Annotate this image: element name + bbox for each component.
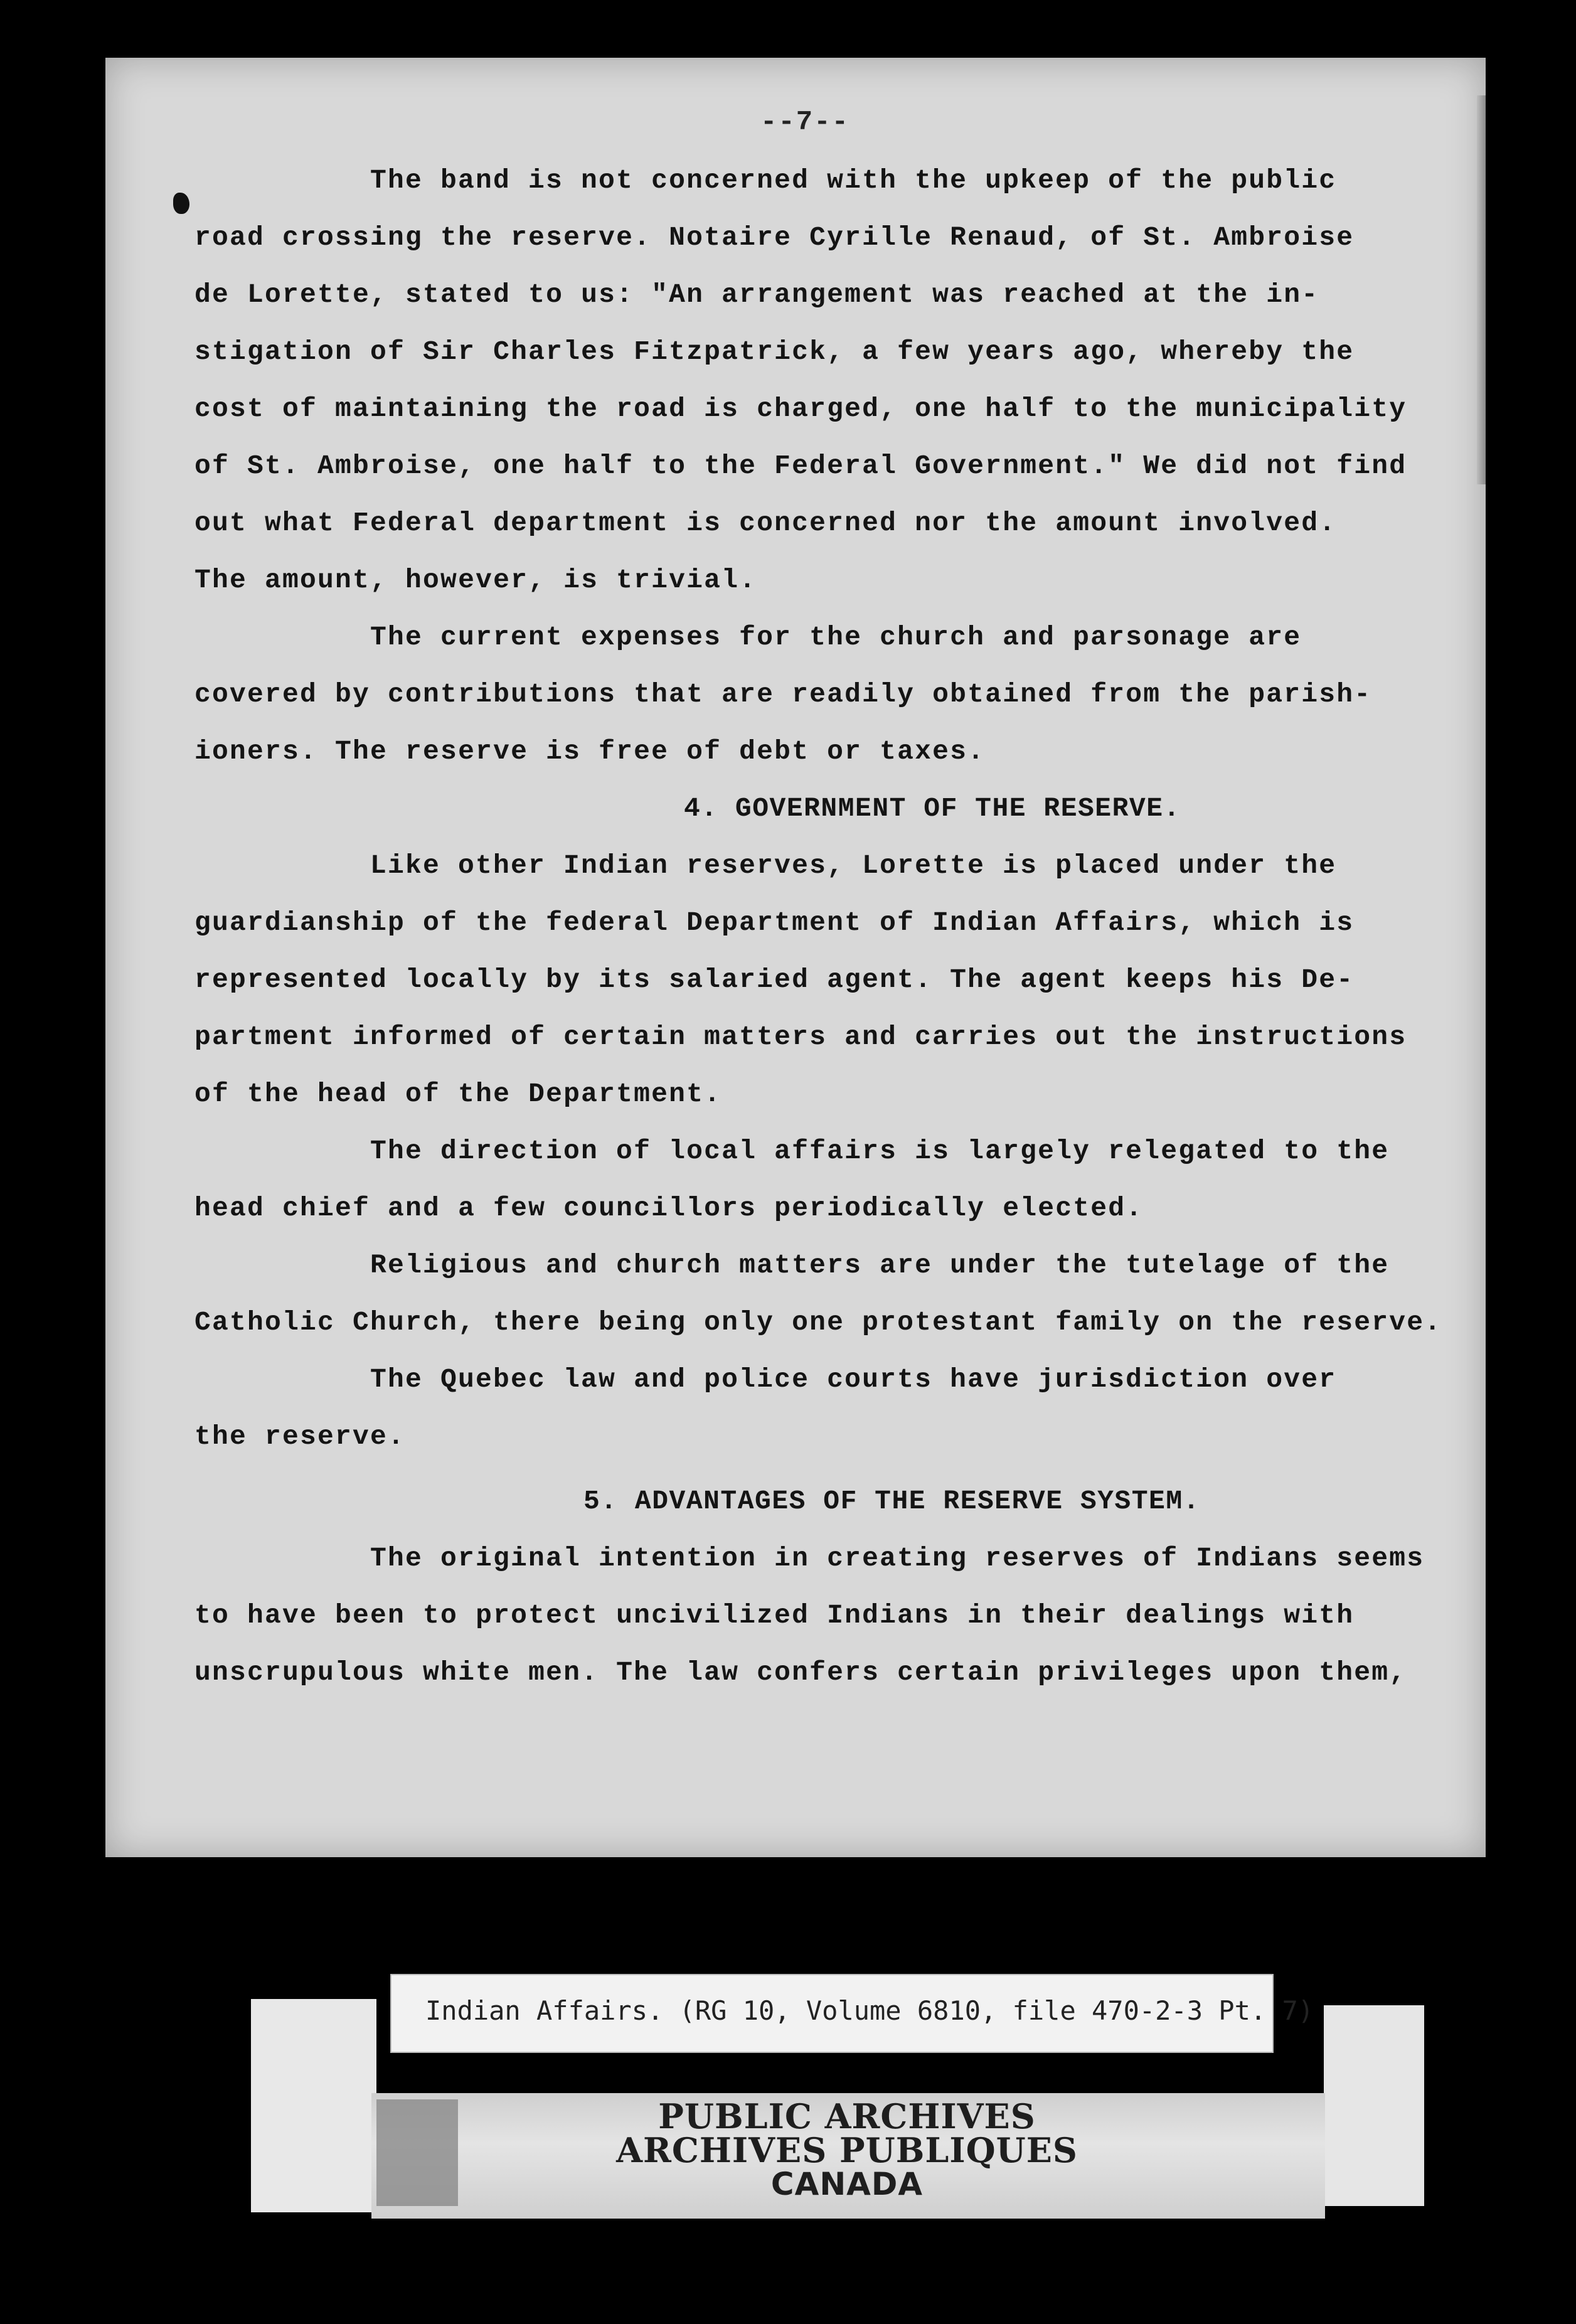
text-line: Catholic Church, there being only one protestant family on the reserve. [194, 1307, 1442, 1338]
text-line: cost of maintaining the road is charged, one half to the municipality [194, 393, 1407, 424]
text-line: The direction of local affairs is largely relegated to the [370, 1136, 1390, 1166]
paragraph-original-intention [194, 1530, 1456, 1701]
text-line: ioners. The reserve is free of debt or taxes. [194, 736, 986, 767]
page-number: --7-- [760, 107, 850, 138]
text-line: unscrupulous white men. The law confers certain privileges upon them, [194, 1657, 1407, 1688]
text-line: stigation of Sir Charles Fitzpatrick, a few years ago, whereby the [194, 336, 1355, 367]
text-line: The current expenses for the church and parsonage are [370, 622, 1302, 653]
paragraph-church-expenses [194, 609, 1456, 780]
stamp-line-french: ARCHIVES PUBLIQUES [616, 2130, 1078, 2170]
text-line: guardianship of the federal Department of Indian Affairs, which is [194, 907, 1355, 938]
text-line: of St. Ambroise, one half to the Federal Government." We did not find [194, 450, 1407, 481]
paragraph-road-upkeep [194, 152, 1456, 609]
citation-text: Indian Affairs. (RG 10, Volume 6810, file 470-2-3 Pt. 7) [425, 1995, 1314, 2026]
text-line: partment informed of certain matters and carries out the instructions [194, 1021, 1407, 1052]
stamp-line-english: PUBLIC ARCHIVES [658, 2096, 1036, 2136]
text-line: to have been to protect uncivilized Indians in their dealings with [194, 1600, 1355, 1631]
text-line: out what Federal department is concerned nor the amount involved. [194, 508, 1337, 538]
text-line: the reserve. [194, 1421, 406, 1452]
margin-ink-mark [173, 193, 189, 214]
paragraph-religious-matters [194, 1237, 1456, 1351]
text-line: head chief and a few councillors periodically elected. [194, 1193, 1144, 1223]
paragraph-guardianship [194, 837, 1456, 1122]
stamp-shadow [376, 2099, 458, 2206]
paragraph-local-affairs [194, 1122, 1456, 1237]
citation-label [390, 1974, 1314, 2053]
text-line: covered by contributions that are readily obtained from the parish- [194, 679, 1372, 710]
text-line: of the head of the Department. [194, 1079, 722, 1109]
document-body [194, 152, 1456, 1701]
text-line: road crossing the reserve. Notaire Cyrille Renaud, of St. Ambroise [194, 222, 1355, 253]
text-line: The amount, however, is trivial. [194, 565, 757, 595]
stamp-holder-left [251, 1999, 376, 2212]
paragraph-jurisdiction [194, 1351, 1456, 1465]
text-line: The original intention in creating reserves of Indians seems [370, 1543, 1425, 1574]
section-heading-advantages: 5. ADVANTAGES OF THE RESERVE SYSTEM. [583, 1486, 1200, 1516]
text-line: de Lorette, stated to us: "An arrangement was reached at the in- [194, 279, 1319, 310]
stamp-holder-right [1324, 2005, 1424, 2206]
text-line: Like other Indian reserves, Lorette is placed under the [370, 850, 1337, 881]
document-page [105, 58, 1486, 1857]
section-heading-government: 4. GOVERNMENT OF THE RESERVE. [684, 793, 1181, 824]
text-line: The Quebec law and police courts have jurisdiction over [370, 1364, 1337, 1395]
page-edge [1477, 95, 1486, 484]
archive-stamp [602, 2096, 1092, 2212]
text-line: The band is not concerned with the upkeep of the public [370, 165, 1337, 196]
text-line: represented locally by its salaried agent. The agent keeps his De- [194, 964, 1355, 995]
text-line: Religious and church matters are under the tutelage of the [370, 1250, 1390, 1281]
stamp-line-country: CANADA [770, 2166, 924, 2202]
